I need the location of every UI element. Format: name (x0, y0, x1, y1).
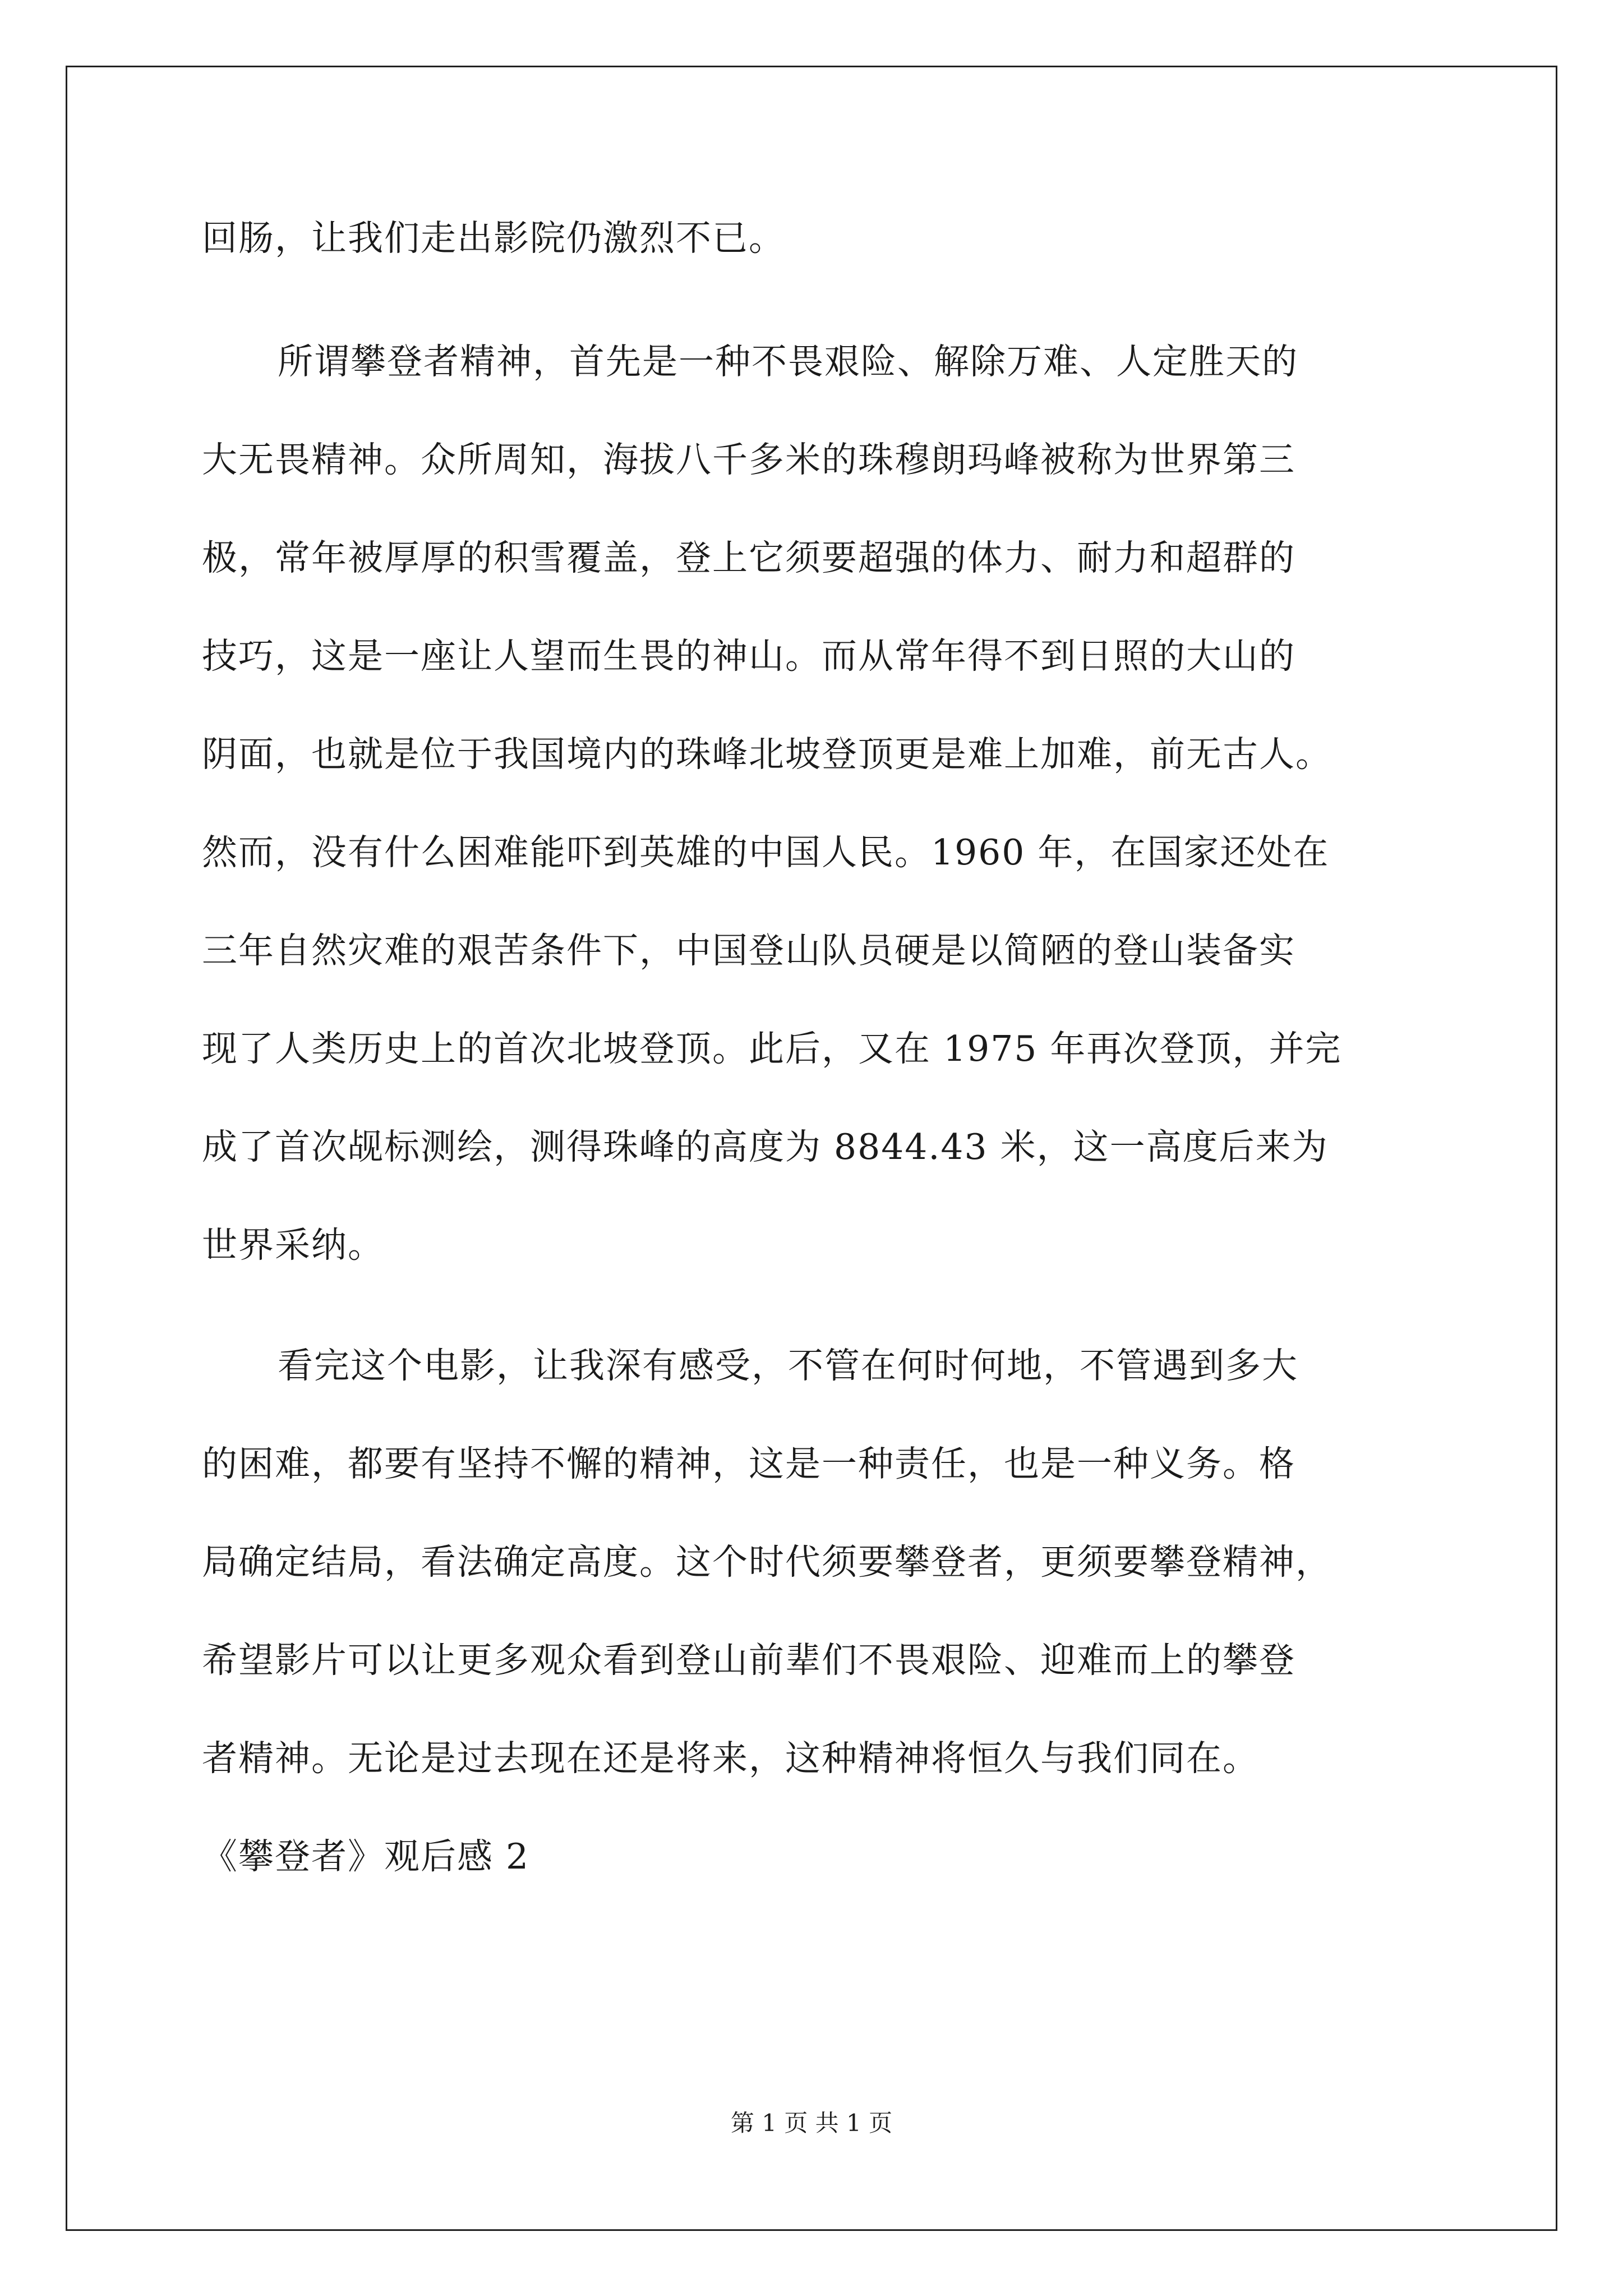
text-line: 阴面，也就是位于我国境内的珠峰北坡登顶更是难上加难，前无古人。 (202, 734, 1332, 775)
text-line: 大无畏精神。众所周知，海拔八千多米的珠穆朗玛峰被称为世界第三 (202, 439, 1295, 480)
text-line: 现了人类历史上的首次北坡登顶。此后，又在 1975 年再次登顶，并完 (202, 1028, 1342, 1069)
text-line: 局确定结局，看法确定高度。这个时代须要攀登者，更须要攀登精神， (202, 1542, 1332, 1582)
text-line: 成了首次觇标测绘，测得珠峰的高度为 8844.43 米，这一高度后来为 (202, 1126, 1329, 1167)
text-line: 然而，没有什么困难能吓到英雄的中国人民。1960 年，在国家还处在 (202, 832, 1330, 873)
paragraph-start-line: 所谓攀登者精神，首先是一种不畏艰险、解除万难、人定胜天的 (278, 341, 1298, 382)
text-line: 者精神。无论是过去现在还是将来，这种精神将恒久与我们同在。 (202, 1738, 1259, 1779)
text-line: 的困难，都要有坚持不懈的精神，这是一种责任，也是一种义务。格 (202, 1443, 1295, 1484)
paragraph-start-line: 看完这个电影，让我深有感受，不管在何时何地，不管遇到多大 (278, 1345, 1298, 1386)
text-line: 三年自然灾难的艰苦条件下，中国登山队员硬是以简陋的登山装备实 (202, 930, 1295, 971)
text-line: 世界采纳。 (202, 1225, 384, 1266)
page-footer: 第 1 页 共 1 页 (730, 2109, 893, 2137)
section-heading: 《攀登者》观后感 2 (202, 1836, 530, 1877)
text-line: 极，常年被厚厚的积雪覆盖，登上它须要超强的体力、耐力和超群的 (202, 537, 1295, 578)
text-line: 技巧，这是一座让人望而生畏的神山。而从常年得不到日照的大山的 (202, 636, 1295, 677)
text-line: 回肠，让我们走出影院仍激烈不已。 (202, 218, 785, 259)
text-line: 希望影片可以让更多观众看到登山前辈们不畏艰险、迎难而上的攀登 (202, 1640, 1295, 1681)
